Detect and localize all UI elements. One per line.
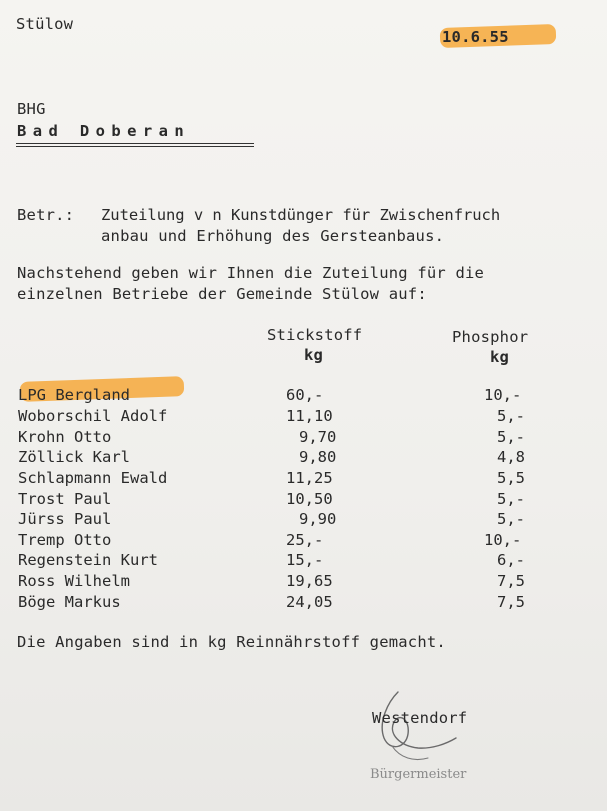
recipient-line2: Bad Doberan (17, 122, 191, 140)
phosphor-value: 5,- (497, 407, 525, 425)
phosphor-value: 5,- (497, 428, 525, 446)
sender-place: Stülow (16, 15, 74, 33)
col-stickstoff-header: Stickstoff (267, 326, 363, 344)
farm-name: Tremp Otto (18, 531, 112, 549)
farm-name: Jürss Paul (18, 510, 112, 528)
subject-line1: Zuteilung v n Kunstdünger für Zwischenfruch (101, 206, 501, 224)
farm-name: Trost Paul (18, 490, 112, 508)
signatory-title: Bürgermeister (370, 767, 467, 782)
subject-line2: anbau und Erhöhung des Gersteanbaus. (101, 227, 445, 245)
phosphor-value: 5,- (497, 510, 525, 528)
nitrogen-value: 24,05 (286, 593, 333, 611)
farm-name: Woborschil Adolf (18, 407, 168, 425)
phosphor-value: 6,- (497, 551, 525, 569)
col-phosphor-unit: kg (490, 348, 510, 366)
recipient-underline-1 (16, 143, 254, 144)
nitrogen-value: 9,70 (299, 428, 337, 446)
recipient-underline-2 (16, 146, 254, 147)
phosphor-value: 10,- (484, 386, 522, 404)
phosphor-value: 7,5 (497, 572, 525, 590)
farm-name: Schlapmann Ewald (18, 469, 168, 487)
nitrogen-value: 9,90 (299, 510, 337, 528)
phosphor-value: 10,- (484, 531, 522, 549)
farm-name: Zöllick Karl (18, 448, 130, 466)
farm-name: Krohn Otto (18, 428, 112, 446)
intro-line2: einzelnen Betriebe der Gemeinde Stülow auf: (17, 285, 427, 303)
farm-name: LPG Bergland (18, 386, 130, 404)
handwritten-signature-icon (370, 688, 480, 768)
subject-label: Betr.: (17, 206, 75, 224)
farm-name: Ross Wilhelm (18, 572, 130, 590)
phosphor-value: 5,5 (497, 469, 525, 487)
intro-line1: Nachstehend geben wir Ihnen die Zuteilung für die (17, 264, 485, 282)
nitrogen-value: 60,- (286, 386, 324, 404)
nitrogen-value: 11,10 (286, 407, 333, 425)
phosphor-value: 4,8 (497, 448, 525, 466)
letter-date: 10.6.55 (442, 28, 509, 46)
col-phosphor-header: Phosphor (452, 328, 529, 346)
nitrogen-value: 10,50 (286, 490, 333, 508)
footer-note: Die Angaben sind in kg Reinnährstoff gemacht. (17, 633, 446, 651)
phosphor-value: 5,- (497, 490, 525, 508)
farm-name: Regenstein Kurt (18, 551, 158, 569)
nitrogen-value: 9,80 (299, 448, 337, 466)
col-stickstoff-unit: kg (304, 346, 324, 364)
recipient-line1: BHG (17, 100, 46, 118)
nitrogen-value: 25,- (286, 531, 324, 549)
farm-name: Böge Markus (18, 593, 121, 611)
phosphor-value: 7,5 (497, 593, 525, 611)
nitrogen-value: 15,- (286, 551, 324, 569)
signatory-name: Westendorf (372, 709, 468, 727)
nitrogen-value: 11,25 (286, 469, 333, 487)
nitrogen-value: 19,65 (286, 572, 333, 590)
